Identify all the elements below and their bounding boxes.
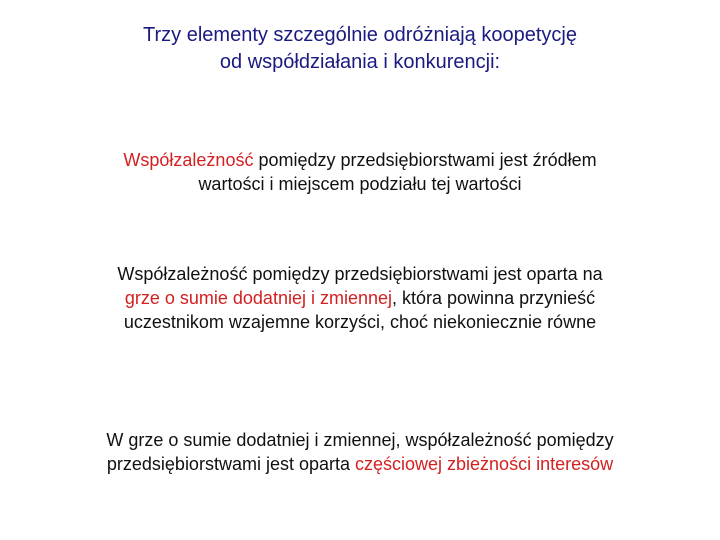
slide-title <box>0 22 720 76</box>
paragraph-2-line-2 <box>0 286 720 310</box>
paragraph-3-line-2 <box>0 452 720 476</box>
paragraph-positive-sum-game <box>0 262 720 334</box>
paragraph-partial-convergence <box>0 428 720 476</box>
paragraph-1-line-2: wartości i miejscem podziału tej wartości <box>198 174 522 194</box>
paragraph-interdependence-value <box>0 148 720 196</box>
paragraph-2-line-2-text: , która powinna przynieść <box>392 288 596 308</box>
paragraph-1-line-1-text: pomiędzy przedsiębiorstwami jest źródłem <box>253 150 597 170</box>
highlight-partial-convergence: częściowej zbieżności interesów <box>355 454 614 474</box>
slide-title-line-2: od współdziałania i konkurencji: <box>219 51 501 73</box>
paragraph-2-line-3: uczestnikom wzajemne korzyści, choć niekoniecznie równe <box>123 312 597 332</box>
paragraph-3-line-2-text: przedsiębiorstwami jest oparta <box>106 454 355 474</box>
paragraph-2-line-1: Współzależność pomiędzy przedsiębiorstwami jest oparta na <box>117 264 603 284</box>
paragraph-1-line-1 <box>0 148 720 172</box>
slide-title-line-1: Trzy elementy szczególnie odróżniają koopetycję <box>143 24 577 46</box>
highlight-positive-sum-game: grze o sumie dodatniej i zmiennej <box>124 288 393 308</box>
highlight-interdependence: Współzależność <box>123 150 254 170</box>
paragraph-3-line-1: W grze o sumie dodatniej i zmiennej, współzależność pomiędzy <box>106 430 614 450</box>
